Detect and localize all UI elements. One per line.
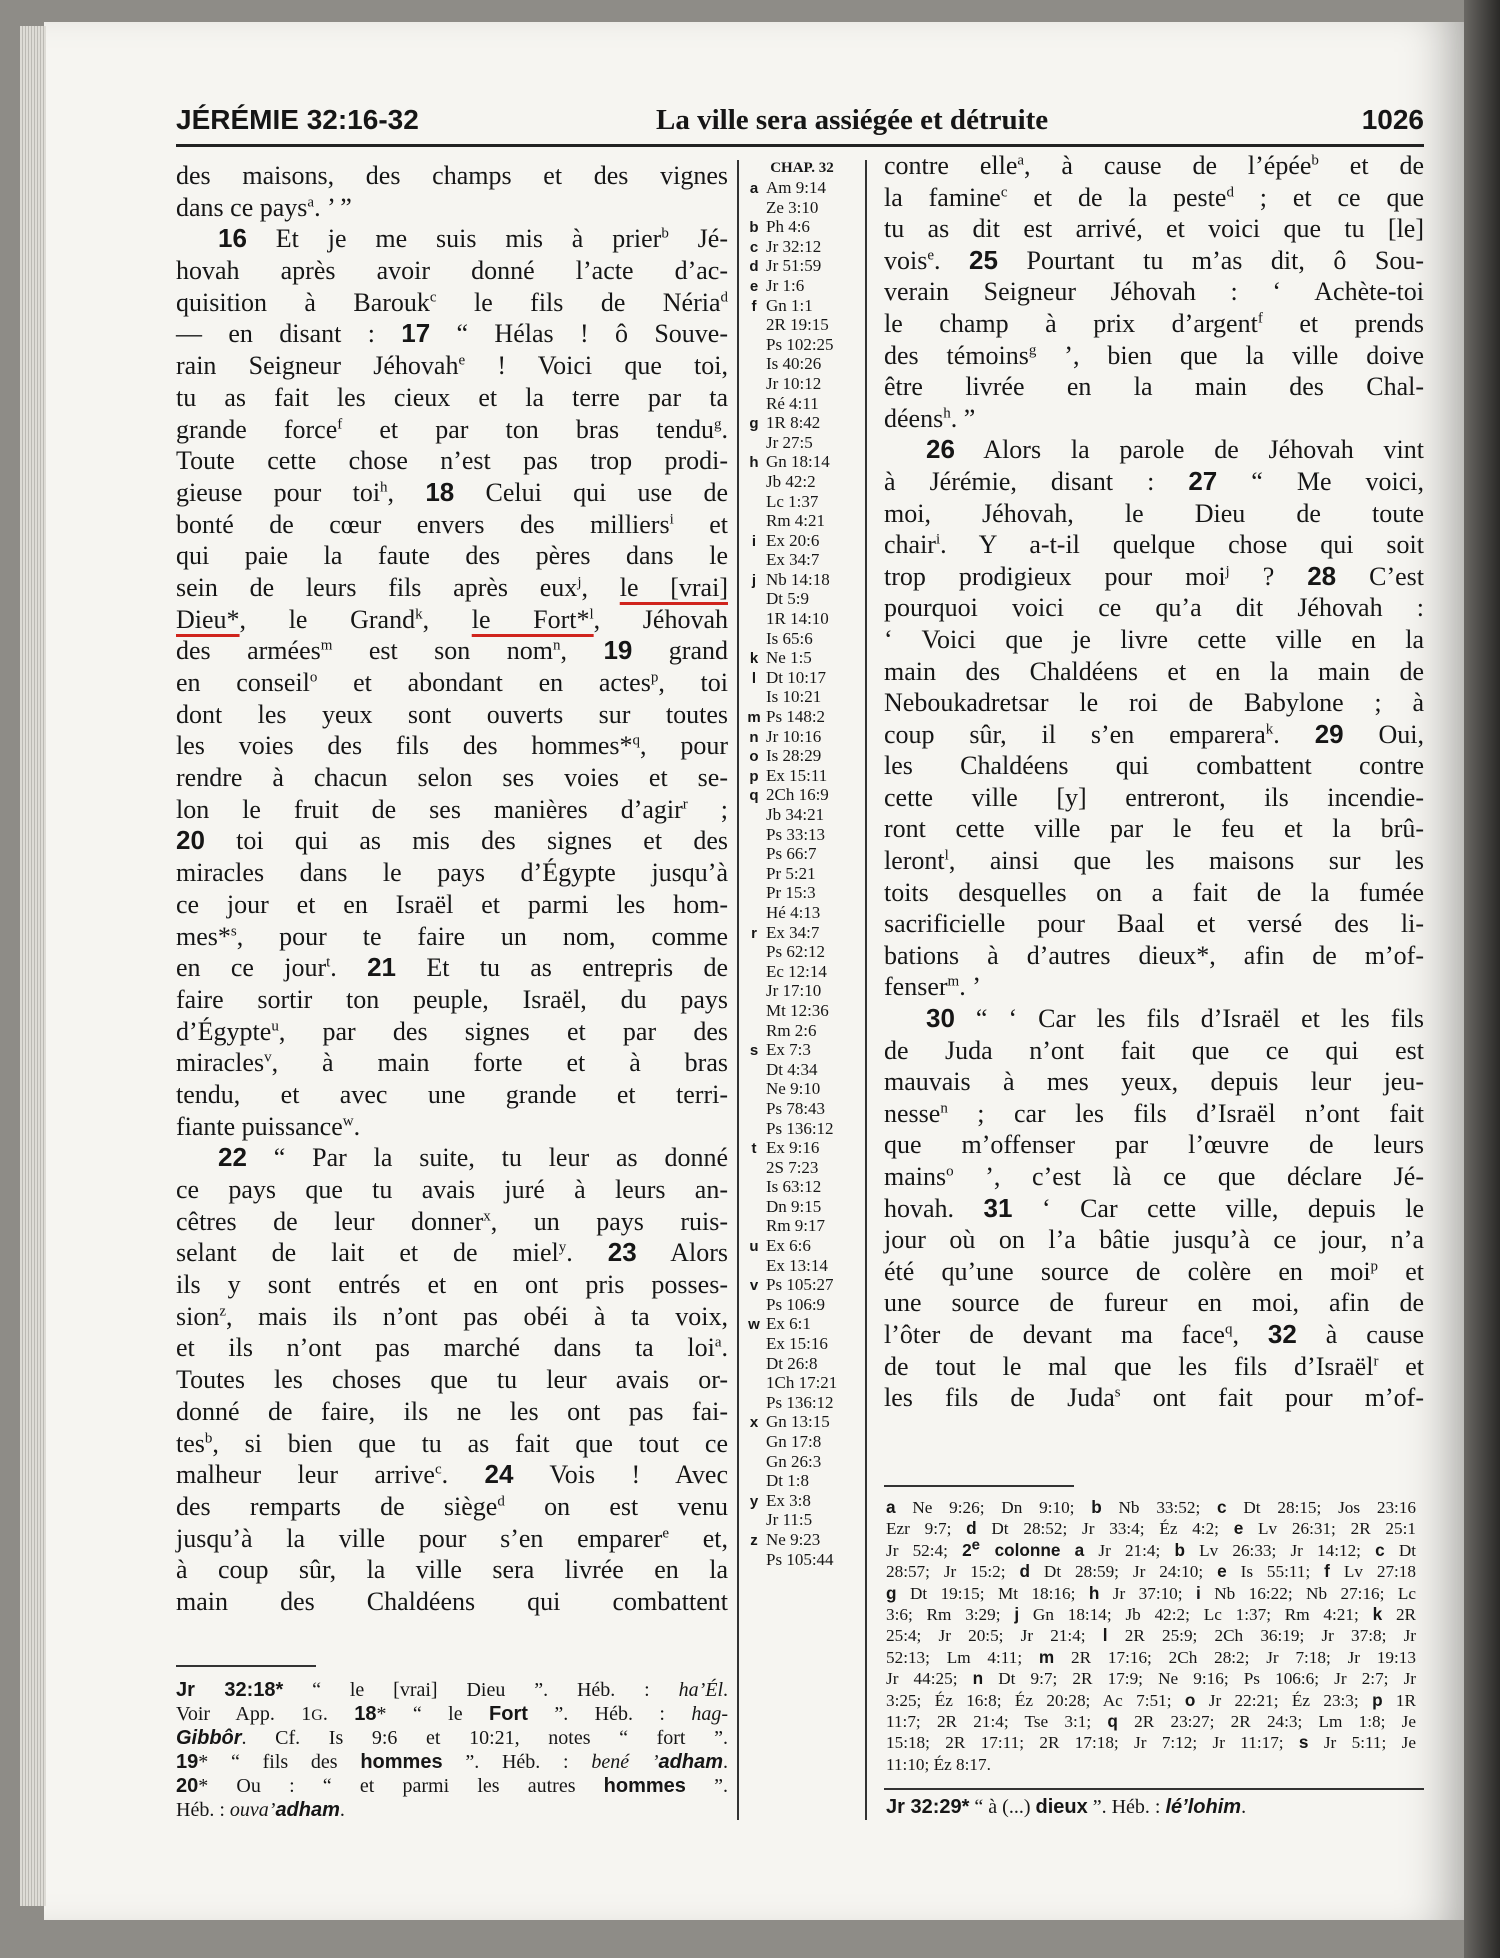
marginal-reference [742,629,862,649]
marginal-reference [742,492,862,512]
text-line: moi, Jéhovah, le Dieu de toute [884,498,1424,528]
marginal-reference [742,1216,862,1236]
reference-letter: n [749,728,759,746]
text-line: sein de leurs fils après eux$^j$, le [vrai] [176,572,728,602]
marginal-reference [742,1295,862,1315]
cross-reference-line: 3:25; Éz 16:8; Éz 20:28; Ac 7:51; o Jr 22:21; Éz 23:3; p 1R [886,1689,1416,1710]
marginal-reference [742,1138,862,1158]
text-line: 22 “ Par la suite, tu leur as donné [218,1142,728,1173]
cross-reference-line: 11:7; 2R 21:4; Tse 3:1; q 2R 23:27; 2R 24:3; Lm 1:8; Je [886,1710,1416,1731]
footnotes-left [176,1678,728,1822]
text-line: Toute cette chose n’est pas trop prodi- [176,446,728,476]
marginal-reference [742,942,862,962]
marginal-reference [742,531,862,551]
marginal-reference [742,1001,862,1021]
text-line: la famine$^c$ et de la peste$^d$ ; et ce que [884,182,1424,212]
reference-citation: Ps 148:2 [766,707,826,727]
reference-citation: Hé 4:13 [766,902,821,922]
reference-citation: Ps 78:43 [766,1098,826,1118]
text-line: bations à d’autres dieux*, afin de m’of- [884,940,1424,970]
reference-letter: q [749,787,759,805]
marginal-reference [742,1393,862,1413]
reference-citation: Gn 1:1 [766,295,813,315]
marginal-reference [742,883,862,903]
text-line: et ils n’ont pas marché dans ta loi$^a$. [176,1333,728,1363]
marginal-reference [742,1197,862,1217]
page-title: La ville sera assiégée et détruite [656,104,1049,136]
cross-references-right [886,1497,1416,1775]
text-line: — en disant : 17 “ Hélas ! ô Souve- [176,318,728,349]
cross-reference-line: g Dt 19:15; Mt 18:16; h Jr 37:10; i Nb 16:22; Nb 27:16; Lc [886,1582,1416,1603]
text-line: faire sortir ton peuple, Israël, du pays [176,984,728,1014]
footnote-line: Héb. : ouva’adham. [176,1799,345,1821]
text-line: en conseil$^o$ et abondant en actes$^p$, toi [176,668,729,697]
footnote-line: Voir App. 1G. 18* “ le Fort ”. Héb. : hag- [176,1703,729,1725]
reference-citation: 2Ch 16:9 [766,785,829,805]
reference-citation: Gn 17:8 [766,1432,822,1451]
marginal-reference [742,1021,862,1041]
marginal-reference [742,766,862,786]
text-line: ront cette ville par le feu et la brû- [884,814,1424,844]
reference-citation: Jr 10:12 [766,373,822,393]
marginal-reference [742,413,862,433]
reference-citation: Dn 9:15 [766,1196,822,1216]
cross-reference-line: 52:13; Lm 4:11; m 2R 17:16; 2Ch 28:2; Jr 7:18; Jr 19:13 [886,1646,1416,1667]
footnote-line: Gibbôr. Cf. Is 9:6 et 10:21, notes “ fort ”. [176,1727,728,1749]
text-line: dans ce pays$^a$. ’ ” [176,192,352,222]
reference-citation: Ph 4:6 [766,217,810,237]
text-line: dont les yeux sont ouverts sur toutes [176,699,728,729]
marginal-reference [742,1530,862,1550]
text-line: tu as fait les cieux et la terre par ta [176,382,728,412]
reference-citation: Ec 12:14 [766,961,827,981]
marginal-reference [742,1079,862,1099]
text-line: d’Égypte$^u$, par des signes et par des [176,1016,728,1046]
footnote-line: 19* “ fils des hommes ”. Héb. : bené ’adham. [176,1751,728,1773]
text-line: sion$^z$, mais ils n’ont pas obéi à ta voix, [176,1301,728,1331]
reference-citation: Ex 15:11 [766,765,828,785]
reference-citation: Rm 2:6 [766,1020,817,1040]
reference-citation: Jr 51:59 [766,256,822,276]
cross-reference-line: 25:4; Jr 20:5; Jr 21:4; l 2R 25:9; 2Ch 36:19; Jr 37:8; Jr [886,1625,1416,1646]
text-line: ce pays que tu avais juré à leurs an- [176,1175,728,1204]
reference-citation: 1R 8:42 [766,413,821,433]
reference-citation: Ps 105:27 [766,1275,834,1295]
reference-letter: h [749,454,759,472]
reference-citation: Pr 5:21 [766,863,816,883]
reference-citation: 2R 19:15 [766,315,829,335]
marginal-reference [742,1158,862,1178]
reference-letter: o [749,748,759,766]
reference-letter: d [749,258,759,276]
reference-letter: z [750,1531,758,1549]
cross-reference-line: a Ne 9:26; Dn 9:10; b Nb 33:52; c Dt 28:15; Jos 23:16 [886,1497,1417,1517]
text-line: lon le fruit de ses manières d’agir$^r$ ; [176,794,728,824]
marginal-reference [742,433,862,453]
reference-citation: Pr 15:3 [766,883,816,903]
reference-letter: x [749,1414,759,1432]
marginal-reference [742,374,862,394]
reference-letter: r [751,924,757,942]
text-line: les fils de Juda$^s$ ont fait pour m’of- [884,1383,1424,1413]
reference-citation: Ps 106:9 [766,1294,826,1314]
text-line: les Chaldéens qui combattent contre [884,751,1424,781]
reference-citation: Ex 6:6 [766,1236,811,1256]
reference-citation: Ne 1:5 [766,648,812,668]
reference-citation: 2S 7:23 [766,1157,819,1177]
marginal-reference [742,707,862,727]
text-column-left [176,160,728,1618]
reference-letter: f [751,297,757,315]
reference-letter: y [749,1492,759,1510]
text-line: main des Chaldéens qui combattent [176,1586,728,1616]
reference-citation: Jr 17:10 [766,981,822,1001]
reference-citation: Is 10:21 [766,687,822,707]
marginal-reference [742,805,862,825]
reference-letter: c [749,238,759,256]
reference-citation: Nb 14:18 [766,569,830,589]
text-line: tu as dit est arrivé, et voici que tu [le] [884,214,1424,244]
reference-citation: Lc 1:37 [766,491,819,511]
text-line: être livrée en la main des Chal- [884,372,1424,402]
footnote-rule [884,1485,1074,1487]
marginal-reference [742,864,862,884]
marginal-reference [742,511,862,531]
reference-citation: Ex 7:3 [766,1040,811,1060]
marginal-reference [742,668,862,688]
reference-citation: Jr 1:6 [766,275,805,295]
text-line: verain Seigneur Jéhovah : ‘ Achète-toi [884,277,1424,307]
reference-citation: Gn 26:3 [766,1451,822,1471]
reference-citation: Ps 66:7 [766,844,817,864]
marginal-reference [742,472,862,492]
marginal-reference [742,1060,862,1080]
reference-citation: Dt 26:8 [766,1353,818,1373]
text-line: miracles$^v$, à main forte et à bras [176,1048,728,1078]
text-line: fenser$^m$. ’ [884,972,981,1002]
reference-citation: Ps 105:44 [766,1549,834,1569]
text-line: Dieu*, le Grand$^k$, le Fort*$^l$, Jéhovah [176,604,728,634]
text-line: que m’offenser par l’œuvre de leurs [884,1130,1424,1160]
text-line: chair$^i$. Y a-t-il quelque chose qui soit [884,530,1424,560]
footnote-line: 20* Ou : “ et parmi les autres hommes ”. [176,1775,728,1797]
marginal-reference [742,687,862,707]
reference-citation: Ne 9:10 [766,1079,821,1099]
marginal-reference [742,237,862,257]
column-divider [865,160,867,1820]
reference-citation: Ex 34:7 [766,550,820,570]
marginal-reference [742,276,862,296]
marginal-reference [742,1099,862,1119]
reference-letter: s [749,1042,759,1060]
text-line: coup sûr, il s’en emparera$^k$. 29 Oui, [884,718,1424,749]
reference-citation: Rm 4:21 [766,511,826,531]
reference-citation: 1R 14:10 [766,609,829,629]
text-line: mauvais à mes yeux, depuis leur jeu- [884,1067,1424,1097]
text-line: tendu, et avec une grande et terri- [176,1079,728,1109]
reference-letter: e [749,277,759,295]
text-line: cette ville [y] entreront, ils incendie- [884,782,1424,812]
reference-letter: i [751,532,757,550]
marginal-reference [742,746,862,766]
cross-reference-column [742,158,862,1569]
text-line: de tout le mal que les fils d’Israël$^r$ et [884,1351,1425,1381]
marginal-reference [742,1550,862,1570]
text-line: ce jour et en Israël et parmi les hom- [176,889,728,919]
reference-letter: p [749,767,759,785]
reference-citation: Ps 33:13 [766,824,826,844]
chapter-label: CHAP. 32 [770,160,834,176]
marginal-reference [742,727,862,747]
cross-reference-line: Ezr 9:7; d Dt 28:52; Jr 33:4; Éz 4:2; e Lv 26:31; 2R 25:1 [886,1518,1416,1539]
reference-citation: Is 65:6 [766,628,813,648]
text-line: des remparts de siège$^d$ on est venu [176,1491,728,1521]
reference-citation: Jr 32:12 [766,236,822,256]
text-line: contre elle$^a$, à cause de l’épée$^b$ et de [884,151,1424,180]
text-line: toits desquelles on a fait de la fumée [884,877,1424,907]
marginal-reference [742,1236,862,1256]
marginal-reference [742,1314,862,1334]
marginal-reference [742,217,862,237]
text-line: vois$^e$. 25 Pourtant tu m’as dit, ô Sou- [884,244,1425,275]
text-line: de Juda n’ont fait que ce qui est [884,1035,1424,1065]
reference-citation: Ps 102:25 [766,334,834,354]
reference-letter: k [749,650,759,668]
footnote-rule [884,1788,1424,1790]
reference-citation: Ex 9:16 [766,1138,820,1158]
cross-reference-line: 11:10; Éz 8:17. [886,1754,991,1774]
reference-citation: Ps 136:12 [766,1118,834,1138]
reference-citation: Jr 10:16 [766,726,822,746]
marginal-reference [742,315,862,335]
text-line: les voies des fils des hommes*$^q$, pour [176,731,728,761]
column-divider [737,160,739,1820]
reference-letter: a [749,180,759,197]
text-line: Toutes les choses que tu leur avais or- [176,1365,728,1395]
cross-reference-line: 3:6; Rm 3:29; j Gn 18:14; Jb 42:2; Lc 1:37; Rm 4:21; k 2R [886,1603,1417,1624]
reference-citation: Dt 1:8 [766,1471,809,1491]
text-line: à coup sûr, la ville sera livrée en la [176,1555,728,1585]
text-line: en ce jour$^t$. 21 Et tu as entrepris de [176,952,728,983]
text-line: main des Chaldéens et en la main de [884,656,1424,686]
marginal-reference [742,570,862,590]
reference-citation: Jb 42:2 [766,471,816,491]
marginal-reference [742,1510,862,1530]
text-line: des armées$^m$ est son nom$^n$, 19 grand [176,635,729,666]
reference-letter: u [749,1238,759,1256]
reference-citation: Ex 34:7 [766,922,820,942]
text-line: fiante puissance$^w$. [176,1111,361,1141]
marginal-reference [742,452,862,472]
text-line: pourquoi voici ce qu’a dit Jéhovah : [884,593,1424,623]
reference-citation: Gn 18:14 [766,452,830,472]
reference-citation: Dt 5:9 [766,589,809,609]
reference-letter: l [751,669,757,687]
text-column-right [884,150,1424,1414]
marginal-reference [742,1334,862,1354]
marginal-reference [742,256,862,276]
marginal-reference [742,844,862,864]
marginal-reference [742,1354,862,1374]
reference-letter: j [751,571,757,589]
text-line: été qu’une source de colère en moi$^p$ et [884,1256,1425,1286]
text-line: mains$^o$ ’, c’est là ce que déclare Jé- [884,1162,1424,1191]
text-line: hovah après avoir donné l’acte d’ac- [176,256,728,286]
text-line: miracles dans le pays d’Égypte jusqu’à [176,858,728,888]
text-line: qui paie la faute des pères dans le [176,541,728,571]
reference-citation: Jb 34:21 [766,805,825,824]
reference-citation: Ré 4:11 [766,393,819,413]
page-edges [20,26,46,1906]
text-line: grande force$^f$ et par ton bras tendu$^g$. [176,414,728,444]
text-line: tes$^b$, si bien que tu as fait que tout ce [176,1428,728,1458]
text-line: mes*$^s$, pour te faire un nom, comme [176,921,728,951]
text-line: nesse$^n$ ; car les fils d’Israël n’ont fait [884,1098,1424,1128]
reference-citation: Am 9:14 [766,178,826,197]
book-gutter [1464,0,1500,1958]
marginal-reference [742,1256,862,1276]
reference-citation: Dt 4:34 [766,1059,818,1079]
reference-citation: Rm 9:17 [766,1216,826,1236]
text-line: sacrificielle pour Baal et versé des li- [884,909,1424,939]
marginal-reference [742,1373,862,1393]
marginal-reference [742,923,862,943]
marginal-reference [742,1275,862,1295]
cross-reference-line: Jr 52:4; 2e colonne a Jr 21:4; b Lv 26:33; Jr 14:12; c Dt [886,1536,1417,1560]
marginal-reference [742,550,862,570]
marginal-reference [742,1491,862,1511]
marginal-reference [742,962,862,982]
marginal-reference [742,178,862,198]
marginal-reference [742,354,862,374]
marginal-reference [742,1177,862,1197]
reference-citation: Ex 6:1 [766,1314,811,1334]
marginal-reference [742,296,862,316]
marginal-reference [742,1471,862,1491]
reference-citation: Ex 3:8 [766,1490,811,1510]
reference-citation: Ex 15:16 [766,1334,828,1354]
reference-citation: Is 40:26 [766,354,822,374]
marginal-reference [742,981,862,1001]
reference-letter: t [751,1140,757,1158]
reference-citation: Ex 20:6 [766,530,820,550]
marginal-reference [742,1119,862,1139]
footnote-right: Jr 32:29* “ à (...) dieux ”. Héb. : lé’lohim. [886,1796,1247,1818]
reference-citation: Is 28:29 [766,746,822,766]
text-line: rendre à chacun selon ses voies et se- [176,763,728,793]
text-line: cêtres de leur donner$^x$, un pays ruis- [176,1206,728,1236]
reference-citation: Mt 12:36 [766,1000,829,1020]
text-line: à Jérémie, disant : 27 “ Me voici, [884,465,1424,496]
text-line: jour où on l’a bâtie jusqu’à ce jour, n’a [884,1225,1424,1255]
text-line: des maisons, des champs et des vignes [176,161,728,190]
cross-reference-line: Jr 44:25; n Dt 9:7; 2R 17:9; Ne 9:16; Ps 106:6; Jr 2:7; Jr [886,1668,1416,1689]
marginal-reference [742,589,862,609]
footnote-line: Jr 32:18* “ le [vrai] Dieu ”. Héb. : ha’Él. [176,1679,728,1701]
text-line: bonté de cœur envers des milliers$^i$ et [176,509,729,539]
reference-citation: Jr 11:5 [766,1510,813,1530]
text-line: ils y sont entrés et en ont pris posses- [176,1270,728,1300]
footnote-rule [176,1665,316,1667]
text-line: trop prodigieux pour moi$^j$ ? 28 C’est [884,560,1424,591]
text-line: gieuse pour toi$^h$, 18 Celui qui use de [176,476,729,507]
marginal-reference [742,903,862,923]
text-line: malheur leur arrive$^c$. 24 Vois ! Avec [176,1459,728,1490]
marginal-reference [742,1040,862,1060]
text-line: des témoins$^g$ ’, bien que la ville doive [884,340,1424,370]
text-line: déens$^h$. ” [884,403,976,433]
text-line: Neboukadretsar le roi de Babylone ; à [884,688,1424,718]
text-line: 26 Alors la parole de Jéhovah vint [926,434,1424,465]
cross-reference-line: 28:57; Jr 15:2; d Dt 28:59; Jr 24:10; e Is 55:11; f Lv 27:18 [886,1561,1416,1582]
marginal-reference [742,394,862,414]
reference-citation: Is 63:12 [766,1177,822,1197]
reference-letter: g [749,415,759,433]
text-line: 16 Et je me suis mis à prier$^b$ Jé- [218,223,728,254]
text-line: l’ôter de devant ma face$^q$, 32 à cause [884,1318,1425,1349]
reference-citation: Ps 62:12 [766,942,826,962]
reference-letter: w [748,1316,760,1334]
reference-citation: Ex 13:14 [766,1255,828,1275]
reference-letter: v [749,1277,759,1295]
marginal-reference [742,1412,862,1432]
reference-citation: Ze 3:10 [766,197,819,217]
page-header [176,104,1424,147]
reference-citation: Ps 136:12 [766,1392,834,1412]
text-line: leront$^l$, ainsi que les maisons sur les [884,846,1424,876]
reference-citation: 1Ch 17:21 [766,1373,838,1393]
page-number: 1026 [1361,104,1424,135]
marginal-reference [742,1432,862,1452]
marginal-reference [742,609,862,629]
text-line: jusqu’à la ville pour s’en emparer$^e$ et, [176,1523,728,1553]
running-head-reference: JÉRÉMIE 32:16-32 [176,104,419,135]
text-line: 20 toi qui as mis des signes et des [176,825,728,856]
marginal-reference [742,648,862,668]
reference-letter: m [747,709,761,727]
text-line: donné de faire, ils ne les ont pas fai- [176,1396,728,1426]
text-line: rain Seigneur Jéhovah$^e$ ! Voici que toi, [176,351,729,381]
marginal-reference [742,825,862,845]
text-line: ‘ Voici que je livre cette ville en la [884,624,1424,654]
text-line: quisition à Barouk$^c$ le fils de Néria$^d$ [176,287,729,317]
marginal-reference [742,335,862,355]
text-line: 30 “ ‘ Car les fils d’Israël et les fils [926,1003,1424,1034]
text-line: le champ à prix d’argent$^f$ et prends [884,308,1424,338]
text-line: une source de fureur en moi, afin de [884,1288,1424,1318]
reference-citation: Gn 13:15 [766,1412,830,1432]
reference-citation: Jr 27:5 [766,432,813,452]
marginal-reference [742,785,862,805]
reference-citation: Ne 9:23 [766,1529,821,1549]
marginal-reference [742,1452,862,1472]
text-line: hovah. 31 ‘ Car cette ville, depuis le [884,1192,1424,1223]
reference-citation: Dt 10:17 [766,667,826,687]
cross-reference-line: 15:18; 2R 17:11; 2R 17:18; Jr 7:12; Jr 11:17; s Jr 5:11; Je [886,1732,1416,1753]
reference-letter: b [749,219,759,237]
text-line: selant de lait et de miel$^y$. 23 Alors [176,1237,729,1268]
marginal-reference [742,198,862,218]
